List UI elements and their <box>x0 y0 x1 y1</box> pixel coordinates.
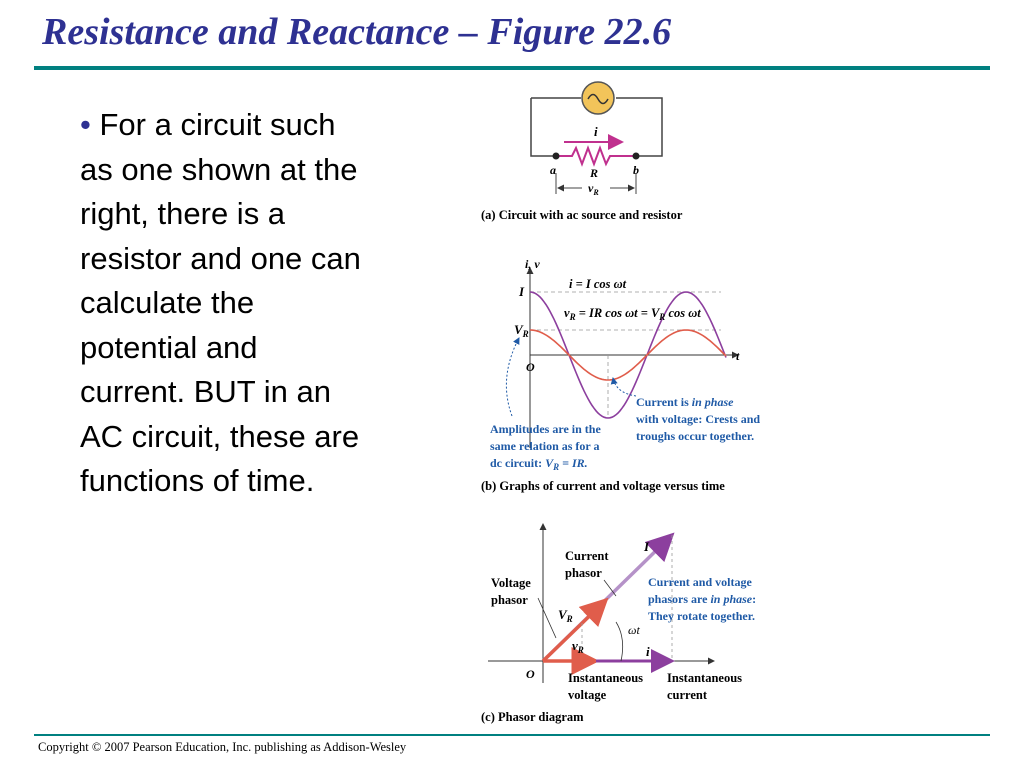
caption-c: (c) Phasor diagram <box>481 710 584 724</box>
current-label: i <box>594 124 598 139</box>
node-b-label: b <box>633 163 639 177</box>
amp-note-3: dc circuit: $V_R$ = IR. <box>490 456 588 472</box>
caption-b: (b) Graphs of current and voltage versus time <box>481 479 725 493</box>
phasor-I-label: I <box>644 539 650 554</box>
phasor-VR-label: $V_R$ <box>558 607 573 624</box>
bullet-mark: • <box>80 107 91 142</box>
current-phasor-label-2: phasor <box>565 566 602 580</box>
figure-22-6 <box>476 78 796 728</box>
phasor-i-label: i <box>646 644 650 659</box>
axis-y-label: i, v <box>525 257 540 271</box>
copyright-footer: Copyright © 2007 Pearson Education, Inc. publishing as Addison-Wesley <box>38 740 407 754</box>
phasor-vR-label: $v_R$ <box>572 638 584 655</box>
footer-rule <box>34 734 990 736</box>
phase-note-1: Current is in phase <box>636 395 734 409</box>
voltage-label: $v_R$ <box>588 181 599 197</box>
phasor-note-3: They rotate together. <box>648 609 755 623</box>
inst-current-label-1: Instantaneous <box>667 671 743 685</box>
resistor-label: R <box>590 166 599 180</box>
voltage-equation: $v_R$ = IR $\cos \omega t = V_R$ cos ωt <box>564 306 701 322</box>
origin-label-c: O <box>526 667 535 681</box>
current-voltage-graph <box>481 257 760 493</box>
bullet-paragraph <box>80 103 370 504</box>
peak-voltage-label: $V_R$ <box>514 322 529 339</box>
current-equation: i = I cos ωt <box>569 277 627 291</box>
bullet-text: For a circuit such as one shown at the right, there is a resistor and one can calculate the potential and current. BUT in an AC circuit, these are functions of time. <box>80 107 361 498</box>
phase-note-3: troughs occur together. <box>636 429 755 443</box>
resistor-icon <box>556 148 636 164</box>
inst-voltage-label-1: Instantaneous <box>568 671 644 685</box>
axis-t-label: t <box>736 349 740 363</box>
phase-note-2: with voltage: Crests and <box>636 412 761 426</box>
slide-title: Resistance and Reactance – Figure 22.6 <box>42 11 672 53</box>
phasor-diagram <box>481 524 756 724</box>
voltage-phasor-label-2: phasor <box>491 593 528 607</box>
origin-label-b: O <box>526 360 535 374</box>
title-rule <box>34 66 990 70</box>
phasor-note-1: Current and voltage <box>648 575 752 589</box>
peak-current-label: I <box>519 284 525 299</box>
angle-label: ωt <box>628 623 640 637</box>
voltage-phasor-label-1: Voltage <box>491 576 531 590</box>
phasor-note-2: phasors are in phase: <box>648 592 757 606</box>
current-phasor-label-1: Current <box>565 549 609 563</box>
circuit-diagram <box>481 82 683 222</box>
amp-note-2: same relation as for a <box>490 439 600 453</box>
inst-current-label-2: current <box>667 688 708 702</box>
node-a-label: a <box>550 163 556 177</box>
inst-voltage-label-2: voltage <box>568 688 607 702</box>
amp-note-1: Amplitudes are in the <box>490 422 601 436</box>
caption-a: (a) Circuit with ac source and resistor <box>481 208 683 222</box>
